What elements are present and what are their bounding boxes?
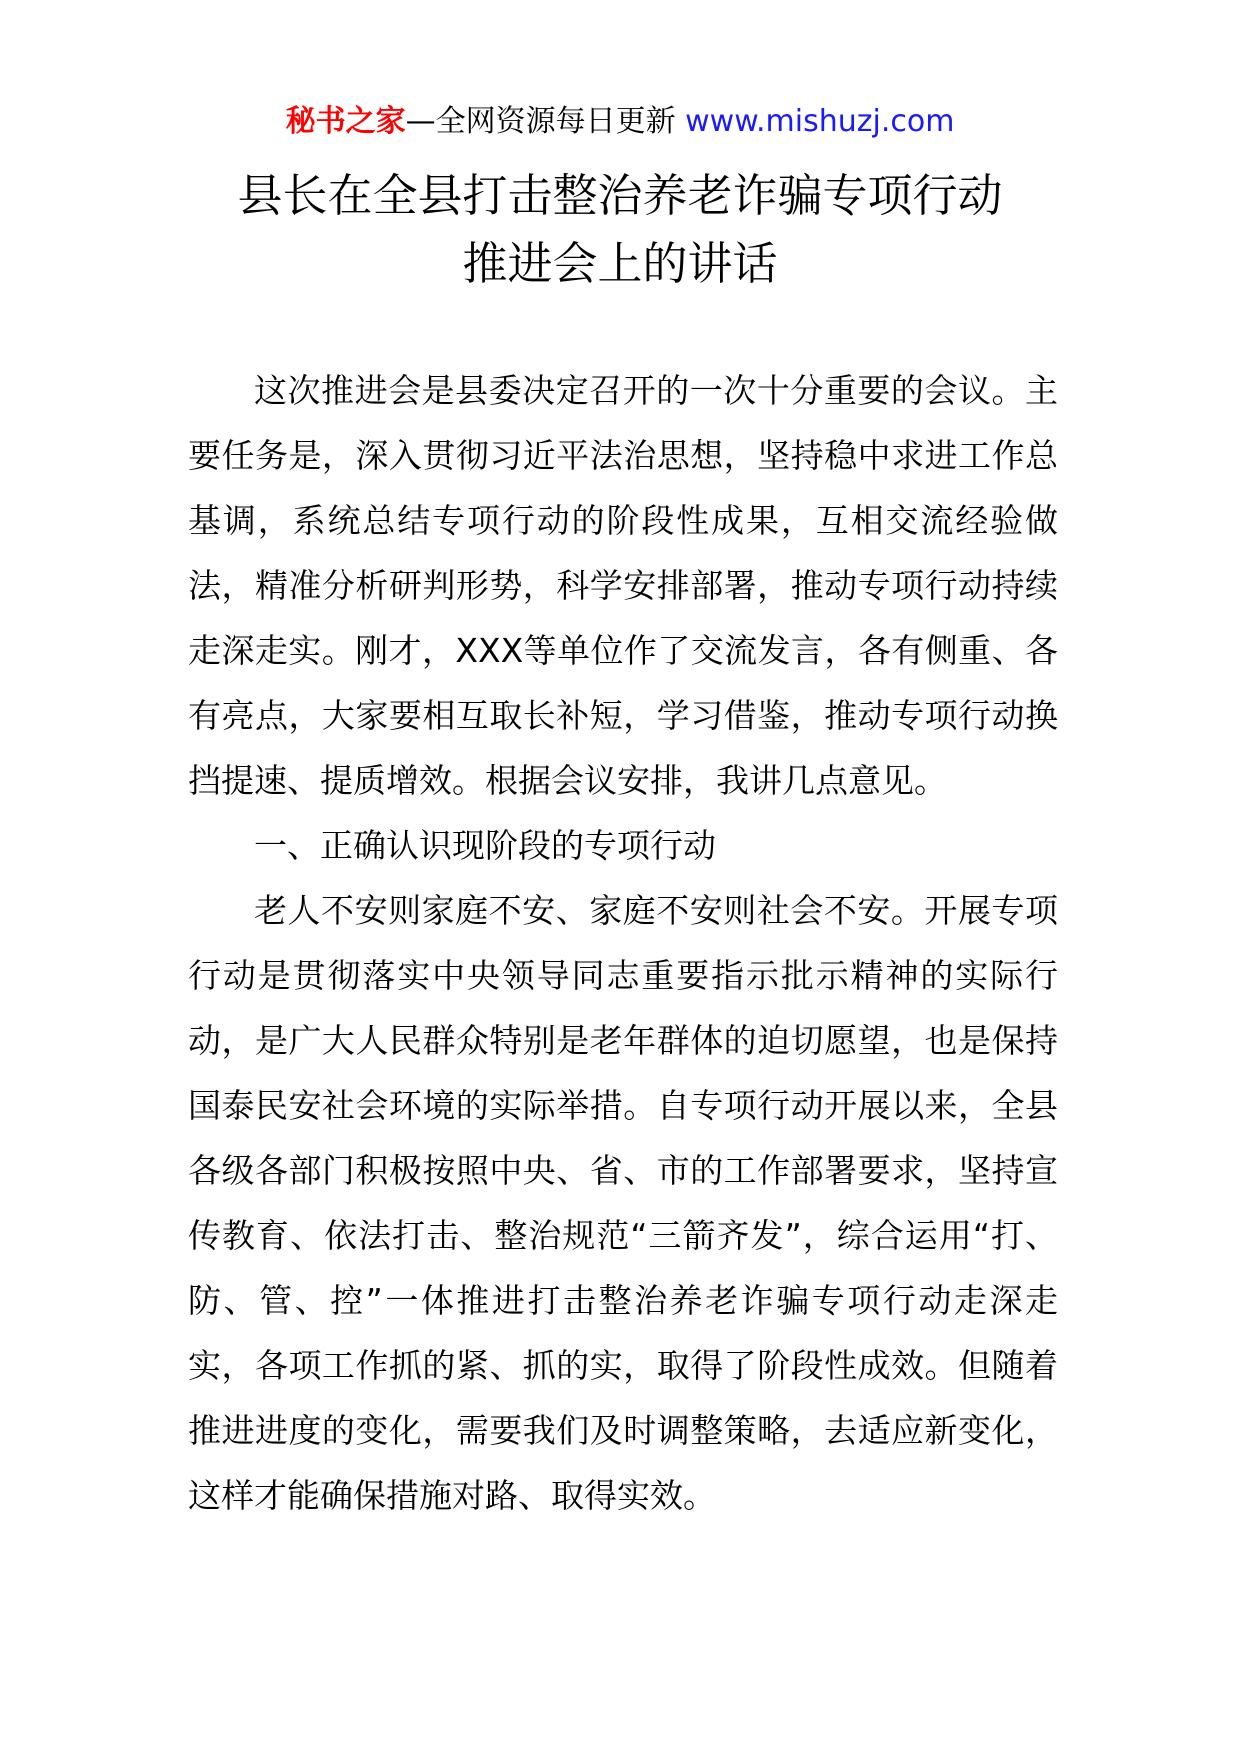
site-header xyxy=(0,100,1240,144)
title-line-2: 推进会上的讲话 xyxy=(462,237,778,290)
document-body xyxy=(188,358,1058,1528)
document-title xyxy=(0,162,1240,298)
title-line-1: 县长在全县打击整治养老诈骗专项行动 xyxy=(237,169,1003,222)
body-paragraph-2: 老人不安则家庭不安、家庭不安则社会不安。开展专项行动是贯彻落实中央领导同志重要指示批示精神的实际行动，是广大人民群众特别是老年群体的迫切愿望，也是保持国泰民安社会环境的实际举措。自专项行动开展以来，全县各级各部门积极按照中央、省、市的工作部署要求，坚持宣传教育、依法打击、整治规范“三箭齐发”，综合运用“打、防、管、控”一体推进打击整治养老诈骗专项行动走深走实，各项工作抓的紧、抓的实，取得了阶段性成效。但随着推进进度的变化，需要我们及时调整策略，去适应新变化，这样才能确保措施对路、取得实效。 xyxy=(188,891,1058,1515)
brand-name: 秘书之家 xyxy=(285,104,406,139)
section-heading-1: 一、正确认识现阶段的专项行动 xyxy=(254,826,716,865)
header-tagline: —全网资源每日更新 xyxy=(405,104,686,139)
site-url-link[interactable]: www.mishuzj.com xyxy=(685,104,955,139)
body-paragraph-1: 这次推进会是县委决定召开的一次十分重要的会议。主要任务是，深入贯彻习近平法治思想，坚持稳中求进工作总基调，系统总结专项行动的阶段性成果，互相交流经验做法，精准分析研判形势，科学安排部署，推动专项行动持续走深走实。刚才，XXX等单位作了交流发言，各有侧重、各有亮点，大家要相互取长补短，学习借鉴，推动专项行动换挡提速、提质增效。根据会议安排，我讲几点意见。 xyxy=(188,371,1058,800)
